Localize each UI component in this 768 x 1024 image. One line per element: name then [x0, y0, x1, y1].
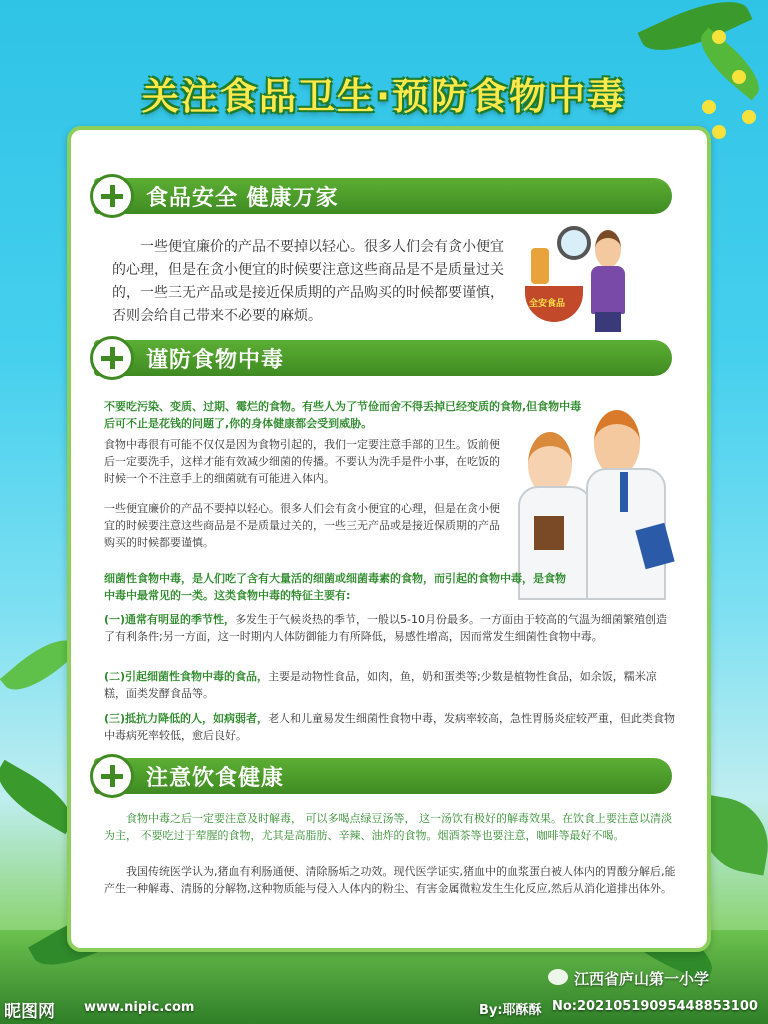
nipic-url: www.nipic.com — [84, 1000, 195, 1015]
jar-icon — [531, 248, 549, 284]
section-heading-diet — [94, 758, 672, 794]
nipic-logo: 昵图网 — [4, 1002, 55, 1022]
detox-paragraph: 食物中毒之后一定要注意及时解毒， 可以多喝点绿豆汤等， 这一汤饮有极好的解毒效果。在饮食上要注意以清淡为主， 不要吃过于荤腥的食物，尤其是高脂肪、辛辣、油炸的食物。烟酒茶等也要注意，咖啡等最好不喝。 — [104, 812, 672, 842]
warning-paragraph: 不要吃污染、变质、过期、霉烂的食物。有些人为了节俭而舍不得丢掉已经变质的食物,但食物中毒后可不止是花钱的问题了,你的身体健康都会受到威胁。 — [104, 400, 582, 430]
wechat-icon — [548, 969, 568, 985]
bacteria-intro: 细菌性食物中毒，是人们吃了含有大量活的细菌或细菌毒素的食物，而引起的食物中毒，是食物中毒中最常见的一类。这类食物中毒的特征主要有: — [104, 572, 566, 602]
image-number: No:20210519095448853100 — [552, 999, 758, 1014]
poster-title: 关注食品卫生·预防食物中毒 — [141, 75, 627, 118]
folder-icon — [534, 516, 564, 550]
pig-blood-paragraph: 我国传统医学认为,猪血有利肠通便、清除肠垢之功效。现代医学证实,猪血中的血浆蛋白被人体内的胃酸分解后,能产生一种解毒、清肠的分解物,这种物质能与侵入人体内的粉尘、有害金属微粒发生生化反应,然后从消化道排出体外。 — [104, 865, 676, 895]
plus-icon — [90, 754, 134, 798]
flower-decoration — [712, 30, 726, 44]
wechat-account: 江西省庐山第一小学 — [574, 970, 710, 988]
feature-lead: (二)引起细菌性食物中毒的食品， — [104, 670, 269, 683]
man-legs-icon — [595, 312, 621, 332]
feature-lead: (一)通常有明显的季节性， — [104, 613, 236, 626]
section-heading-food-safety — [94, 178, 672, 214]
bowl-label: 全安食品 — [529, 299, 566, 309]
inspector-illustration — [525, 222, 645, 334]
cheap-product-paragraph: 一些便宜廉价的产品不要掉以轻心。很多人们会有贪小便宜的心理，但是在贪小便宜的时候要注意这些商品是不是质量过关的，一些三无产品或是接近保质期的产品购买的时候都要谨慎。 — [104, 502, 500, 549]
feature-2 — [104, 668, 676, 702]
plus-icon — [90, 336, 134, 380]
feature-text: 多发生于气候炎热的季节，一般以5-10月份最多。一方面由于较高的气温为细菌繁殖创造了有利条件;另一方面，这一时期内人体防御能力有所降低，易感性增高，因而常发生细菌性食物中毒。 — [104, 613, 668, 643]
doctor-male-head-icon — [594, 410, 640, 476]
feature-text: 主要是动物性食品，如肉，鱼，奶和蛋类等;少数是植物性食品，如余饭，糯米凉糕，面类发酵食品等。 — [104, 670, 657, 700]
section-paragraph: 一些便宜廉价的产品不要掉以轻心。很多人们会有贪小便宜的心理，但是在贪小便宜的时候要注意这些商品是不是质量过关的，一些三无产品或是接近保质期的产品购买的时候都要谨慎，否则会给自己带来不必要的麻烦。 — [112, 239, 504, 324]
hygiene-paragraph: 食物中毒很有可能不仅仅是因为食物引起的，我们一定要注意手部的卫生。饭前便后一定要洗手，这样才能有效减少细菌的传播。不要认为洗手是件小事，在吃饭的时候一个不注意手上的细菌就有可能进入体内。 — [104, 438, 500, 485]
feature-lead: (三)抵抗力降低的人，如病弱者， — [104, 712, 269, 725]
author-label: By:耶酥酥 — [479, 1003, 542, 1018]
feature-3 — [104, 710, 676, 744]
doctors-illustration — [508, 406, 678, 596]
magnifier-icon — [557, 226, 591, 260]
section-heading-poisoning — [94, 340, 672, 376]
section-heading-text: 注意饮食健康 — [146, 766, 285, 791]
feature-text: 老人和儿童易发生细菌性食物中毒，发病率较高，急性胃肠炎症较严重，但此类食物中毒病死率较低，愈后良好。 — [104, 712, 676, 742]
feature-1 — [104, 611, 676, 645]
plus-icon — [90, 174, 134, 218]
section-heading-text: 食品安全 健康万家 — [146, 186, 339, 211]
man-head-icon — [595, 230, 621, 268]
section-heading-text: 谨防食物中毒 — [146, 348, 285, 373]
tie-icon — [620, 472, 628, 512]
man-body-icon — [591, 266, 625, 314]
